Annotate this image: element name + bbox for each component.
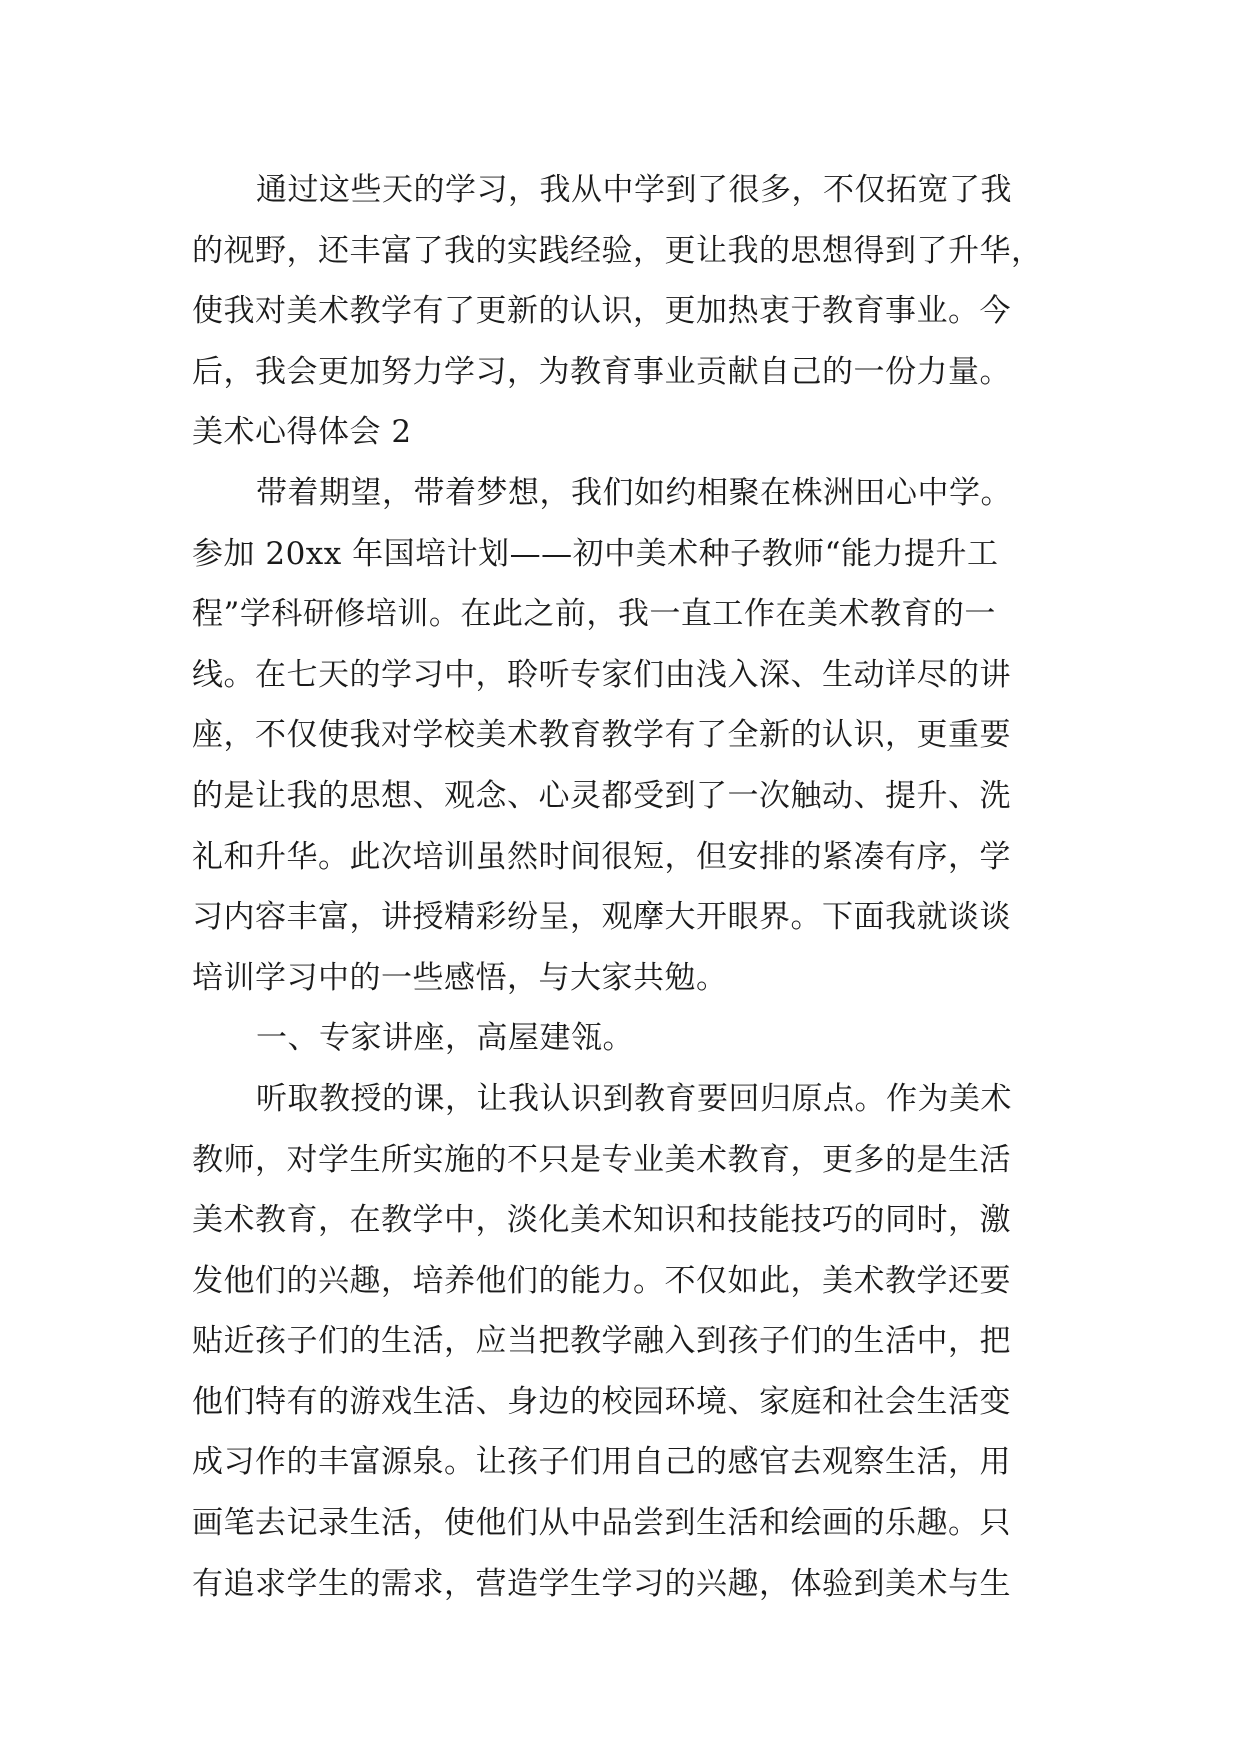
text-line: 礼和升华。此次培训虽然时间很短，但安排的紧凑有序，学 [192, 838, 1011, 875]
text-line: 通过这些天的学习，我从中学到了很多，不仅拓宽了我 [256, 172, 1012, 208]
text-line: 听取教授的课，让我认识到教育要回归原点。作为美术 [256, 1080, 1012, 1117]
text-line: 培训学习中的一些感悟，与大家共勉。 [192, 959, 728, 996]
text-line: 带着期望，带着梦想，我们如约相聚在株洲田心中学。 [256, 474, 1012, 511]
text-line: 成习作的丰富源泉。让孩子们用自己的感官去观察生活，用 [192, 1444, 1011, 1481]
text-line: 参加 20xx 年国培计划——初中美术种子教师“能力提升工 [192, 535, 999, 572]
subsection-heading: 一、专家讲座，高屋建瓴。 [256, 1020, 634, 1057]
text-line: 程”学科研修培训。在此之前，我一直工作在美术教育的一 [192, 596, 996, 633]
text-line: 发他们的兴趣，培养他们的能力。不仅如此，美术教学还要 [192, 1262, 1011, 1299]
text-line: 教师，对学生所实施的不只是专业美术教育，更多的是生活 [192, 1141, 1011, 1178]
text-line: 有追求学生的需求，营造学生学习的兴趣，体验到美术与生 [192, 1565, 1011, 1602]
text-line: 后，我会更加努力学习，为教育事业贡献自己的一份力量。 [192, 353, 1011, 390]
text-line: 座，不仅使我对学校美术教育教学有了全新的认识，更重要 [192, 717, 1011, 754]
text-line: 他们特有的游戏生活、身边的校园环境、家庭和社会生活变 [192, 1383, 1011, 1420]
text-line: 的是让我的思想、观念、心灵都受到了一次触动、提升、洗 [192, 777, 1011, 814]
text-line: 的视野，还丰富了我的实践经验，更让我的思想得到了升华， [192, 232, 1043, 269]
text-line: 线。在七天的学习中，聆听专家们由浅入深、生动详尽的讲 [192, 656, 1011, 693]
section-heading: 美术心得体会 2 [192, 414, 412, 451]
text-line: 习内容丰富，讲授精彩纷呈，观摩大开眼界。下面我就谈谈 [192, 899, 1011, 936]
text-line: 画笔去记录生活，使他们从中品尝到生活和绘画的乐趣。只 [192, 1505, 1011, 1542]
text-line: 贴近孩子们的生活，应当把教学融入到孩子们的生活中，把 [192, 1323, 1011, 1360]
document-body [192, 160, 1057, 1614]
text-line: 使我对美术教学有了更新的认识，更加热衷于教育事业。今 [192, 293, 1011, 330]
text-line: 美术教育，在教学中，淡化美术知识和技能技巧的同时，激 [192, 1202, 1011, 1239]
